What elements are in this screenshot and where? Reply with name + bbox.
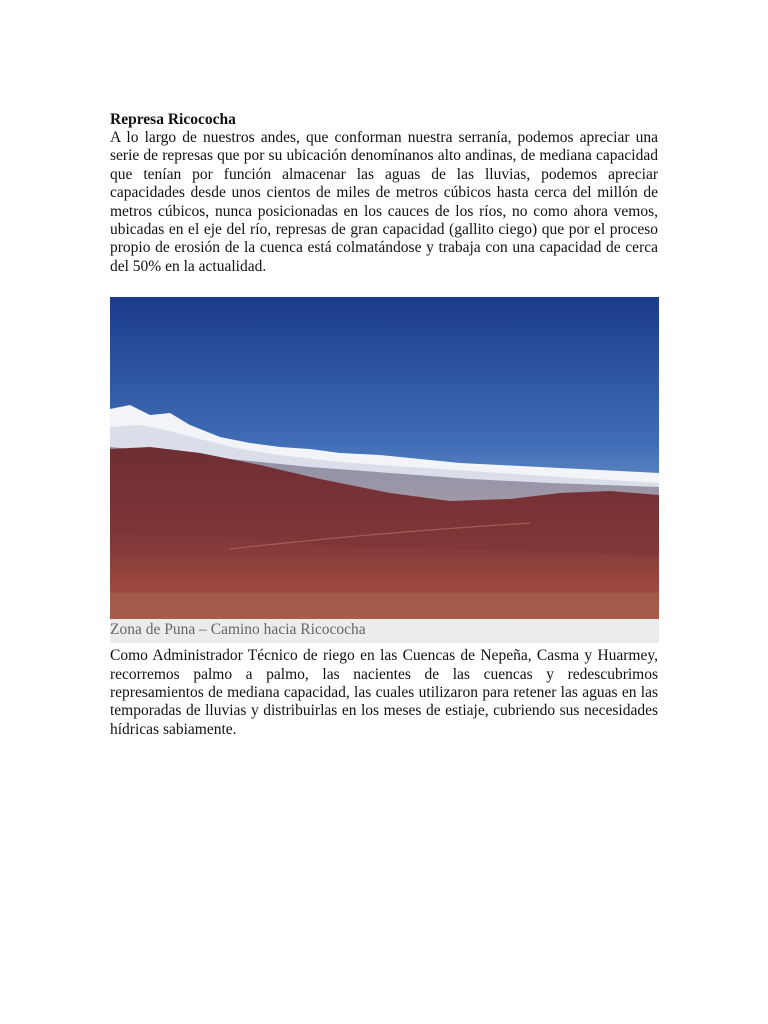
document-page	[110, 111, 658, 739]
landscape-figure	[110, 297, 659, 643]
document-title: Represa Ricococha	[110, 111, 236, 128]
puna-landscape-photo	[110, 297, 659, 619]
closing-paragraph: Como Administrador Técnico de riego en las Cuencas de Nepeña, Casma y Huarmey, recorremos palmo a palmo, las nacientes de las cuencas y redescubrimos represamientos de mediana capacidad, las cuales utilizaron para retener las aguas en las temporadas de lluvias y distribuirlas en los meses de estiaje, cubriendo sus necesidades hídricas sabiamente.	[110, 647, 658, 738]
intro-paragraph: A lo largo de nuestros andes, que conforman nuestra serranía, podemos apreciar una serie de represas que por su ubicación denomínanos alto andinas, de mediana capacidad que tenían por función almacenar las aguas de las lluvias, podemos apreciar capacidades desde unos cientos de miles de metros cúbicos hasta cerca del millón de metros cúbicos, nunca posicionadas en los cauces de los ríos, no como ahora vemos, ubicadas en el eje del río, represas de gran capacidad (gallito ciego) que por el proceso propio de erosión de la cuenca está colmatándose y trabaja con una capacidad de cerca del 50% en la actualidad.	[110, 129, 658, 275]
figure-caption: Zona de Puna – Camino hacia Ricococha	[110, 619, 659, 643]
